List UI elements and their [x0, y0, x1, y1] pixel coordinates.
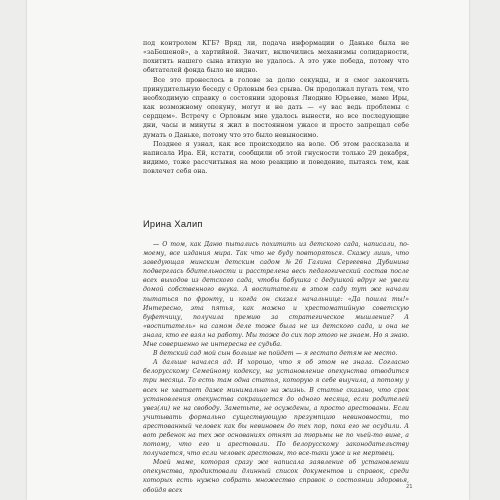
narrative-section — [143, 39, 409, 176]
paragraph: А дальше начался ад. И хорошо, что я об этом не знала. Согласно белорусскому Семейному кодексу, на установление опекунства отводится три месяца. То есть там одна статья, которую я себе выучила, а потому у всех не хватает даже минимально на жизнь. В статье сказано, что срок установления опекунства сокращается до одного месяца, если родителей увез(ли) не на свободу. Заметьте, не осуждены, а просто арестованы. Если учитывать формально существующую презумпцию невиновности, то арестованный человек как бы невиновен до тех пор, пока его не осудили. А вот ребенок на тех же основаниях отнят за тюрьмы не по чьей-то вине, а потому, что его и арестовали. По белорусскому законодательству получается, что если человек арестован, то все-таки уже и не мертвец. — [143, 359, 409, 458]
page-number: 21 — [406, 484, 413, 490]
quoted-section — [143, 240, 409, 495]
paragraph: Позднее я узнал, как все происходило на воле. Об этом рассказала и написала Ира. Ей, кстати, сообщили об этой гнусности только 29 декабря, видимо, тоже рассчитывая на мою реакцию и поведение, пытаясь тем, как повлечет себя она. — [143, 139, 409, 176]
paragraph: В детский сад мой сын больше не пойдет — я гестапо детям не место. — [153, 350, 398, 358]
paragraph: Моей маме, которая сразу же написала заявление об установлении опекунства, продиктовали длинный список документов и справок, среди которых есть нужно собрать множество справок о состоянии здоровья, обойдя всех — [143, 459, 409, 494]
paragraph: — О том, как Даню пытались похитить из детского сада, написали, по-моему, все издания мира. Так что не буду повторяться. Скажу лишь, что заведующая минским детским садом №26 Галина Сергеевна Дубинина подверглась бдительности и расстрелена весь педагогический состав после всех выходов из детского сада, чтобы бабушка с дедушкой вдруг не увели домой собственного внука. А воспитатели в этом саду тут же начали пытаться по фронту, и когда он сказал начальнице: «Да пошла ты!» Интересно, эта пятья, как можно и хрестоматийную советскую буфетчицу, получила премию за стратегическое мышление? А «воспитатель» на самом деле тоже была не из детского сада, и она не знала, кто ее взял на работу. Мы тоже до сих пор этого не знаем. Но я знаю. Мне совершенно не интересна ее судьба. — [143, 241, 409, 349]
paragraph: под контролем КГБ? Вряд ли, подача информации о Даньке была не «заБешеной», а хартийной. Значит, включились механизмы солидарности, похитить нашего сына втихую не удалось. А это уже победа, потому что обитателей фонда было не видно. — [143, 39, 409, 75]
book-page — [27, 0, 469, 500]
section-heading: Ирина Халип — [143, 219, 203, 229]
paragraph: Все это пронеслось в голове за долю секунды, и я смог закончить принудительную беседу с Орловым без срыва. Он продолжал пугать тем, что необходимую справку о состоянии здоровья Лиодние Юрьевне, маме Иры, как возможному опекуну, могут и не дать — «у вас ведь проблемы с сердцем». Встречу с Орловым мне удалось вынести, но все последующие дни, часы и минуты я жил в постоянном ужасе и просто запрещал себе думать о Даньке, потому что это было невыносимо. — [143, 75, 409, 139]
